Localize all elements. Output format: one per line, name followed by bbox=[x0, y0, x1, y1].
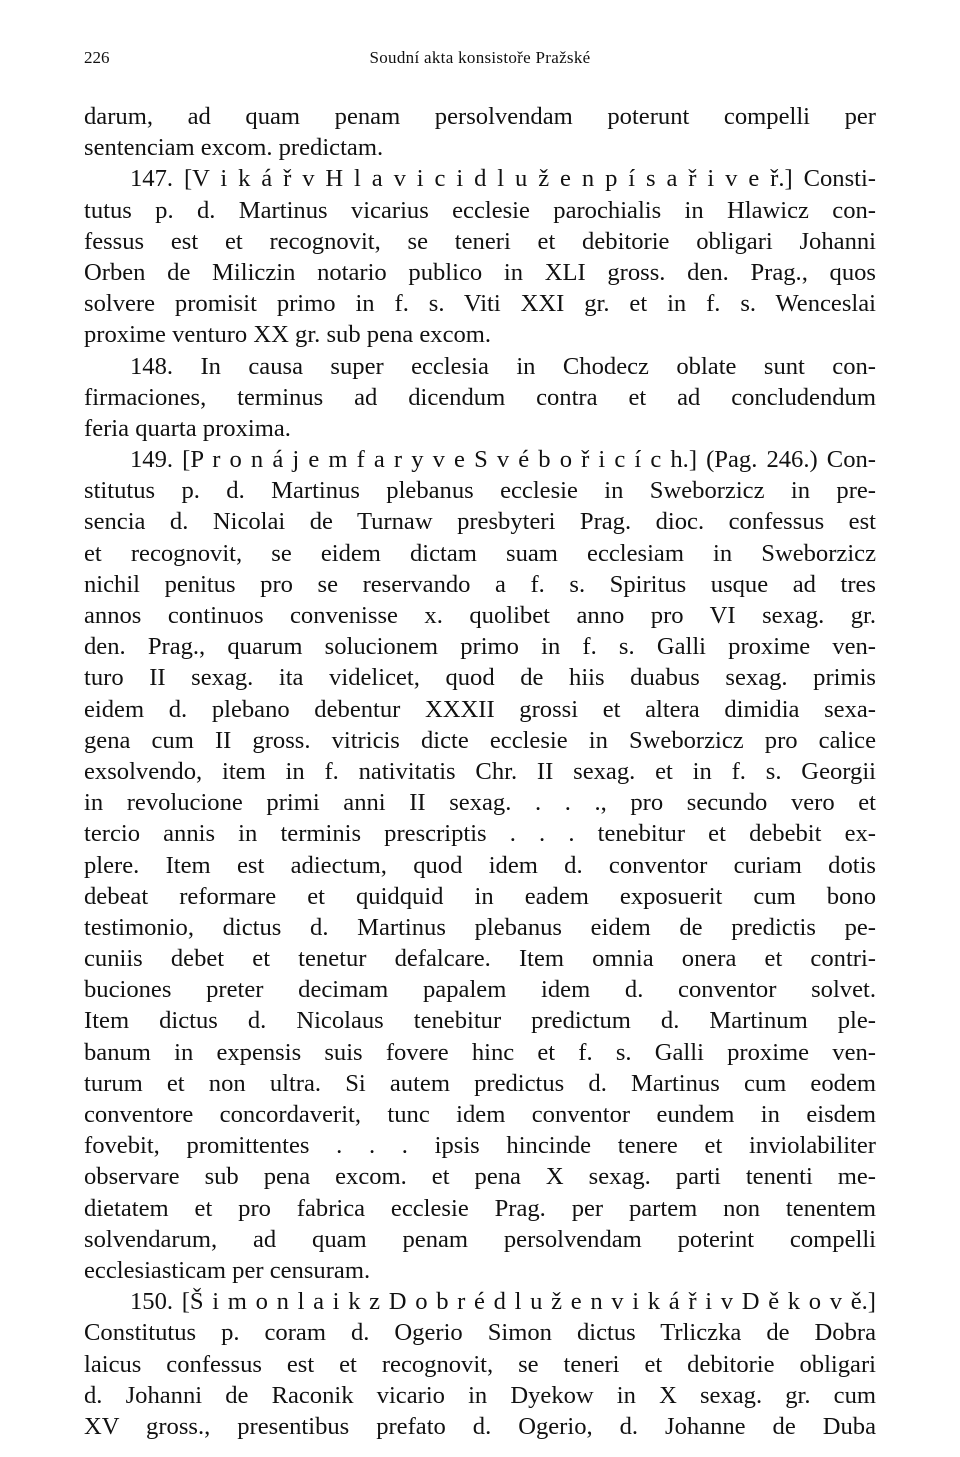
text-line: feria quarta proxima. bbox=[84, 414, 291, 442]
text-line: observare sub pena excom. et pena X sexag. parti tenenti me- bbox=[84, 1163, 876, 1191]
text-line: darum, ad quam penam persolvendam poterunt compelli per bbox=[84, 103, 876, 130]
text-line: nichil penitus pro se reservando a f. s. Spiritus usque ad tres bbox=[84, 570, 876, 598]
text-line: 149. [P r o n á j e m f a r y v e S v é b o ř i c í c h.] (Pag. 246.) Con- bbox=[130, 446, 876, 474]
text-line: plere. Item est adiectum, quod idem d. conventor curiam dotis bbox=[84, 851, 876, 879]
text-line: banum in expensis suis fovere hinc et f. s. Galli proxime ven- bbox=[84, 1038, 876, 1066]
text-line: tutus p. d. Martinus vicarius ecclesie parochialis in Hlawicz con- bbox=[84, 196, 876, 224]
text-line: turo II sexag. ita videlicet, quod de hiis duabus sexag. primis bbox=[84, 664, 876, 692]
text-line: tercio annis in terminis prescriptis . . . tenebitur et debebit ex- bbox=[84, 820, 876, 848]
text-line: 147. [V i k á ř v H l a v i c i d l u ž e n p í s a ř i v e ř.] Consti- bbox=[130, 165, 876, 193]
text-line: buciones preter decimam papalem idem d. conventor solvet. bbox=[84, 976, 876, 1004]
text-line: den. Prag., quarum solucionem primo in f. s. Galli proxime ven- bbox=[84, 633, 876, 661]
text-line: exsolvendo, item in f. nativitatis Chr. II sexag. et in f. s. Georgii bbox=[84, 757, 876, 785]
text-line: solvere promisit primo in f. s. Viti XXI gr. et in f. s. Wenceslai bbox=[84, 290, 876, 318]
text-line: et recognovit, se eidem dictam suam ecclesiam in Sweborzicz bbox=[84, 539, 876, 567]
text-line: stitutus p. d. Martinus plebanus ecclesie in Sweborzicz in pre- bbox=[84, 477, 876, 505]
text-line: annos continuos convenisse x. quolibet anno pro VI sexag. gr. bbox=[84, 602, 876, 629]
document-body bbox=[84, 101, 876, 1442]
text-line: 148. In causa super ecclesia in Chodecz oblate sunt con- bbox=[130, 352, 876, 380]
text-line: Constitutus p. coram d. Ogerio Simon dictus Trliczka de Dobra bbox=[84, 1319, 876, 1347]
text-line: Item dictus d. Nicolaus tenebitur predictum d. Martinum ple- bbox=[84, 1007, 876, 1035]
text-line: in revolucione primi anni II sexag. . . ., pro secundo vero et bbox=[84, 789, 876, 817]
running-title: Soudní akta konsistoře Pražské bbox=[369, 48, 591, 67]
text-line: fovebit, promittentes . . . ipsis hincinde tenere et inviolabiliter bbox=[84, 1132, 876, 1160]
text-line: testimonio, dictus d. Martinus plebanus eidem de predictis pe- bbox=[84, 913, 876, 941]
running-header bbox=[84, 48, 876, 72]
text-line: d. Johanni de Raconik vicario in Dyekow in X sexag. gr. cum bbox=[84, 1381, 876, 1409]
text-line: firmaciones, terminus ad dicendum contra et ad concludendum bbox=[84, 383, 876, 411]
text-line: solvendarum, ad quam penam persolvendam poterint compelli bbox=[84, 1225, 876, 1253]
text-line: XV gross., presentibus prefato d. Ogerio, d. Johanne de Duba bbox=[84, 1412, 876, 1440]
text-line: gena cum II gross. vitricis dicte ecclesie in Sweborzicz pro calice bbox=[84, 726, 876, 754]
text-line: eidem d. plebano debentur XXXII grossi et altera dimidia sexa- bbox=[84, 695, 876, 723]
text-line: fessus est et recognovit, se teneri et debitorie obligari Johanni bbox=[84, 227, 876, 255]
text-line: 150. [Š i m o n l a i k z D o b r é d l u ž e n v i k á ř i v D ě k o v ě.] bbox=[130, 1288, 876, 1316]
text-line: laicus confessus est et recognovit, se teneri et debitorie obligari bbox=[84, 1350, 876, 1378]
text-line: proxime venturo XX gr. sub pena excom. bbox=[84, 321, 492, 349]
text-line: ecclesiasticam per censuram. bbox=[84, 1256, 371, 1284]
text-line: cuniis debet et tenetur defalcare. Item omnia onera et contri- bbox=[84, 945, 876, 973]
text-line: conventore concordaverit, tunc idem conventor eundem in eisdem bbox=[84, 1101, 876, 1128]
text-line: debeat reformare et quidquid in eadem exposuerit cum bono bbox=[84, 882, 876, 910]
text-line: dietatem et pro fabrica ecclesie Prag. per partem non tenentem bbox=[84, 1194, 876, 1222]
text-line: sencia d. Nicolai de Turnaw presbyteri Prag. dioc. confessus est bbox=[84, 508, 876, 536]
text-line: Orben de Miliczin notario publico in XLI gross. den. Prag., quos bbox=[84, 258, 876, 286]
page-number: 226 bbox=[84, 48, 110, 67]
text-line: turum et non ultra. Si autem predictus d. Martinus cum eodem bbox=[84, 1069, 876, 1097]
text-line: sentenciam excom. predictam. bbox=[84, 134, 384, 162]
